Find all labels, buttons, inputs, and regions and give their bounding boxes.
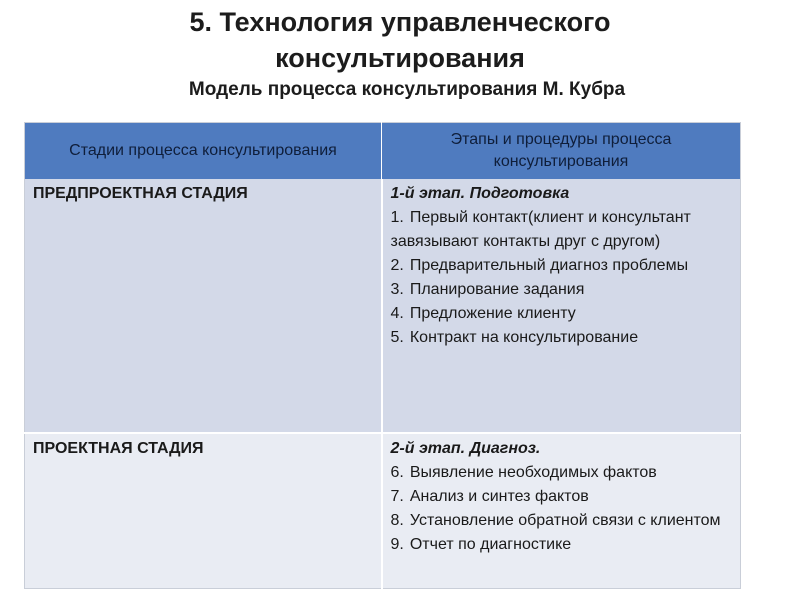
procedure-step-number: 1. [390,209,404,226]
phase-cell [382,433,741,589]
procedure-step-number: 7. [390,488,404,505]
consulting-process-table [24,122,741,589]
slide-subtitle: Модель процесса консультирования М. Кубра [188,79,626,100]
procedure-step-text: Планирование задания [409,281,585,298]
procedure-step [391,278,735,302]
table-header-row [25,123,741,180]
procedure-step-text: Отчет по диагностике [409,536,572,553]
procedure-step-text: Анализ и синтез фактов [409,488,589,505]
procedure-step [391,254,735,278]
procedure-step-number: 4. [390,305,404,322]
procedure-step-number: 8. [390,512,404,529]
stage-cell [25,433,382,589]
procedure-step-text: Предложение клиенту [409,305,576,322]
table-row [25,433,741,589]
procedure-step-number: 2. [390,257,404,274]
phase-title: 2-й этап. Диагноз. [390,440,541,457]
procedure-step-text: Установление обратной связи с клиентом [409,512,721,529]
stage-label: ПРОЕКТНАЯ СТАДИЯ [33,440,204,457]
steps-list [391,206,735,350]
stage-cell [25,179,382,433]
procedure-step [391,461,735,485]
procedure-step-number: 6. [390,464,404,481]
procedure-step-number: 5. [390,329,404,346]
table-row [25,179,741,433]
slide-title [0,4,800,76]
procedure-step [391,326,735,350]
header-stages: Стадии процесса консультирования [25,123,382,180]
slide-title-line-2: консультирования [275,43,525,73]
slide-title-line-1: 5. Технология управленческого [189,7,611,37]
stage-label: ПРЕДПРОЕКТНАЯ СТАДИЯ [33,185,248,202]
procedure-step-text: Предварительный диагноз проблемы [409,257,689,274]
procedure-step-text: Первый контакт(клиент и консультант [409,209,691,226]
phase-cell [382,179,741,433]
header-phases: Этапы и процедуры процесса консультирования [382,123,741,180]
procedure-step [391,533,735,557]
procedure-step-text: Контракт на консультирование [409,329,639,346]
procedure-step [391,302,735,326]
procedure-step [391,509,735,533]
procedure-step [391,230,735,254]
procedure-step-text: Выявление необходимых фактов [409,464,657,481]
procedure-step-text: завязывают контакты друг с другом) [390,233,661,250]
steps-list [391,461,735,557]
procedure-step-number: 9. [390,536,404,553]
procedure-step-number: 3. [390,281,404,298]
phase-title: 1-й этап. Подготовка [390,185,570,202]
procedure-step [391,485,735,509]
procedure-step [391,206,735,230]
